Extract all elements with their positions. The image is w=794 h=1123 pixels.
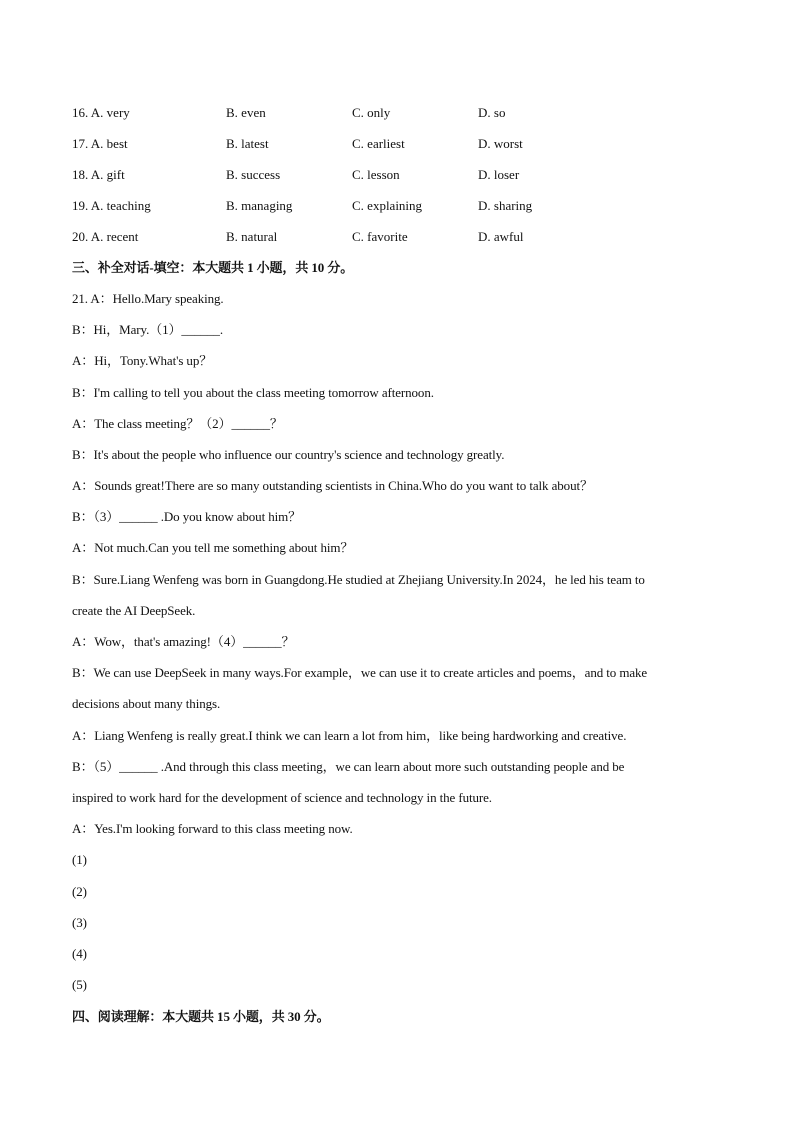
- dialogue-line: A：Sounds great!There are so many outstanding scientists in China.Who do you want to talk about？: [72, 478, 593, 493]
- option-a: 17. A. best: [72, 136, 128, 151]
- option-b: B. success: [226, 167, 281, 182]
- answer-slot-2: (2): [72, 884, 87, 899]
- option-c: C. explaining: [352, 198, 423, 213]
- dialogue-line: A：Hi，Tony.What's up？: [72, 353, 213, 368]
- option-a: 18. A. gift: [72, 167, 125, 182]
- option-b: B. latest: [226, 136, 269, 151]
- dialogue-line: B：Hi，Mary.（1）______.: [72, 322, 223, 337]
- option-c: C. favorite: [352, 229, 408, 244]
- option-d: D. worst: [478, 136, 523, 151]
- dialogue-line: B：（3）______ .Do you know about him？: [72, 509, 302, 524]
- dialogue-line: inspired to work hard for the development of science and technology in the future.: [72, 790, 492, 805]
- dialogue-line: 21. A：Hello.Mary speaking.: [72, 291, 224, 306]
- section-heading: 三、补全对话-填空：本大题共 1 小题，共 10 分。: [72, 260, 354, 275]
- option-c: C. earliest: [352, 136, 405, 151]
- answer-slot-1: (1): [72, 852, 87, 867]
- dialogue-line: A：Liang Wenfeng is really great.I think we can learn a lot from him，like being hardworking and creative.: [72, 728, 627, 743]
- section-heading: 四、阅读理解：本大题共 15 小题，共 30 分。: [72, 1009, 330, 1024]
- dialogue-line: A：Not much.Can you tell me something about him？: [72, 540, 354, 555]
- option-a: 16. A. very: [72, 105, 130, 120]
- option-c: C. only: [352, 105, 391, 120]
- option-d: D. so: [478, 105, 506, 120]
- answer-slot-5: (5): [72, 977, 87, 992]
- dialogue-line: A：Yes.I'm looking forward to this class meeting now.: [72, 821, 353, 836]
- option-c: C. lesson: [352, 167, 400, 182]
- answer-slot-3: (3): [72, 915, 87, 930]
- dialogue-line: B：Sure.Liang Wenfeng was born in Guangdong.He studied at Zhejiang University.In 2024，he led his team to: [72, 572, 645, 587]
- dialogue-line: B：I'm calling to tell you about the class meeting tomorrow afternoon.: [72, 385, 434, 400]
- dialogue-line: create the AI DeepSeek.: [72, 603, 196, 618]
- answer-slot-4: (4): [72, 946, 87, 961]
- dialogue-line: B：（5）______ .And through this class meeting，we can learn about more such outstanding people and be: [72, 759, 625, 774]
- option-a: 19. A. teaching: [72, 198, 151, 213]
- option-b: B. even: [226, 105, 266, 120]
- dialogue-line: A：The class meeting？（2）______？: [72, 416, 283, 431]
- option-b: B. managing: [226, 198, 293, 213]
- dialogue-line: A：Wow，that's amazing!（4）______？: [72, 634, 295, 649]
- option-d: D. awful: [478, 229, 524, 244]
- dialogue-line: B：It's about the people who influence our country's science and technology greatly.: [72, 447, 505, 462]
- dialogue-line: B：We can use DeepSeek in many ways.For example，we can use it to create articles and poems，and to make: [72, 665, 648, 680]
- option-b: B. natural: [226, 229, 278, 244]
- option-d: D. sharing: [478, 198, 533, 213]
- option-a: 20. A. recent: [72, 229, 139, 244]
- option-d: D. loser: [478, 167, 520, 182]
- dialogue-line: decisions about many things.: [72, 696, 221, 711]
